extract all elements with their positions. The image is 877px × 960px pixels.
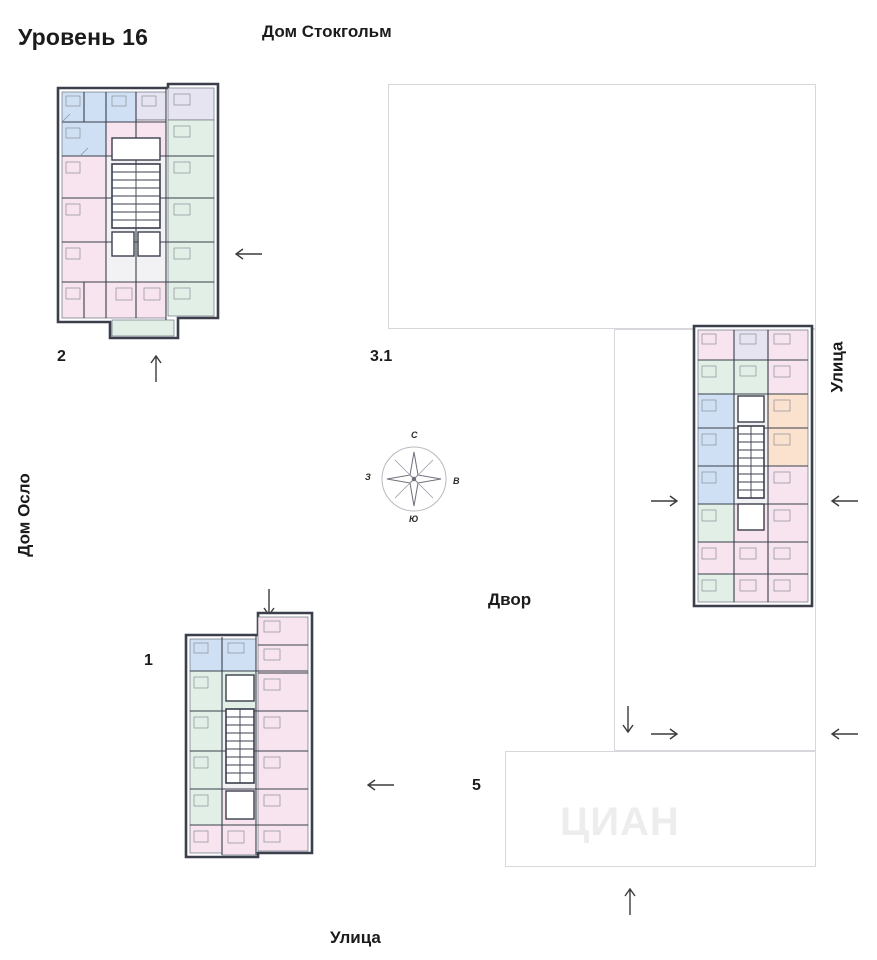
watermark: ЦИАН <box>560 800 680 844</box>
arrow-entrance-section1-left <box>365 778 395 792</box>
label-street-bottom: Улица <box>330 928 381 947</box>
arrow-street-bottom-up <box>623 886 637 916</box>
compass-west-label: З <box>365 472 371 482</box>
label-house-oslo: Дом Осло <box>14 473 34 557</box>
arrow-entrance-section2-up <box>149 353 163 383</box>
arrow-entrance-section32-left <box>829 494 859 508</box>
floor-plan-section-1[interactable] <box>180 605 320 863</box>
section-label-5: 5 <box>472 777 481 794</box>
section-label-1: 1 <box>144 652 153 669</box>
compass-rose <box>365 430 463 528</box>
arrow-yard-down <box>621 705 635 735</box>
compass-east-label: В <box>453 476 460 486</box>
compass-south-label: Ю <box>409 514 419 524</box>
label-house-stockholm: Дом Стокгольм <box>262 22 392 41</box>
page-title: Уровень 16 <box>18 24 149 50</box>
floor-plan-section-3-2[interactable] <box>690 322 816 610</box>
arrow-entrance-section32-right <box>650 494 680 508</box>
compass-north-label: С <box>411 430 418 440</box>
arrow-yard-right <box>650 727 680 741</box>
outline-parking-block <box>388 84 816 329</box>
floor-plan-section-2[interactable] <box>50 82 225 344</box>
arrow-entrance-section2-left <box>233 247 263 261</box>
section-label-2: 2 <box>57 348 66 365</box>
label-yard: Двор <box>488 590 532 609</box>
label-street-right: Улица <box>827 341 847 393</box>
arrow-street-right-left <box>829 727 859 741</box>
section-label-3-1: 3.1 <box>370 348 393 365</box>
